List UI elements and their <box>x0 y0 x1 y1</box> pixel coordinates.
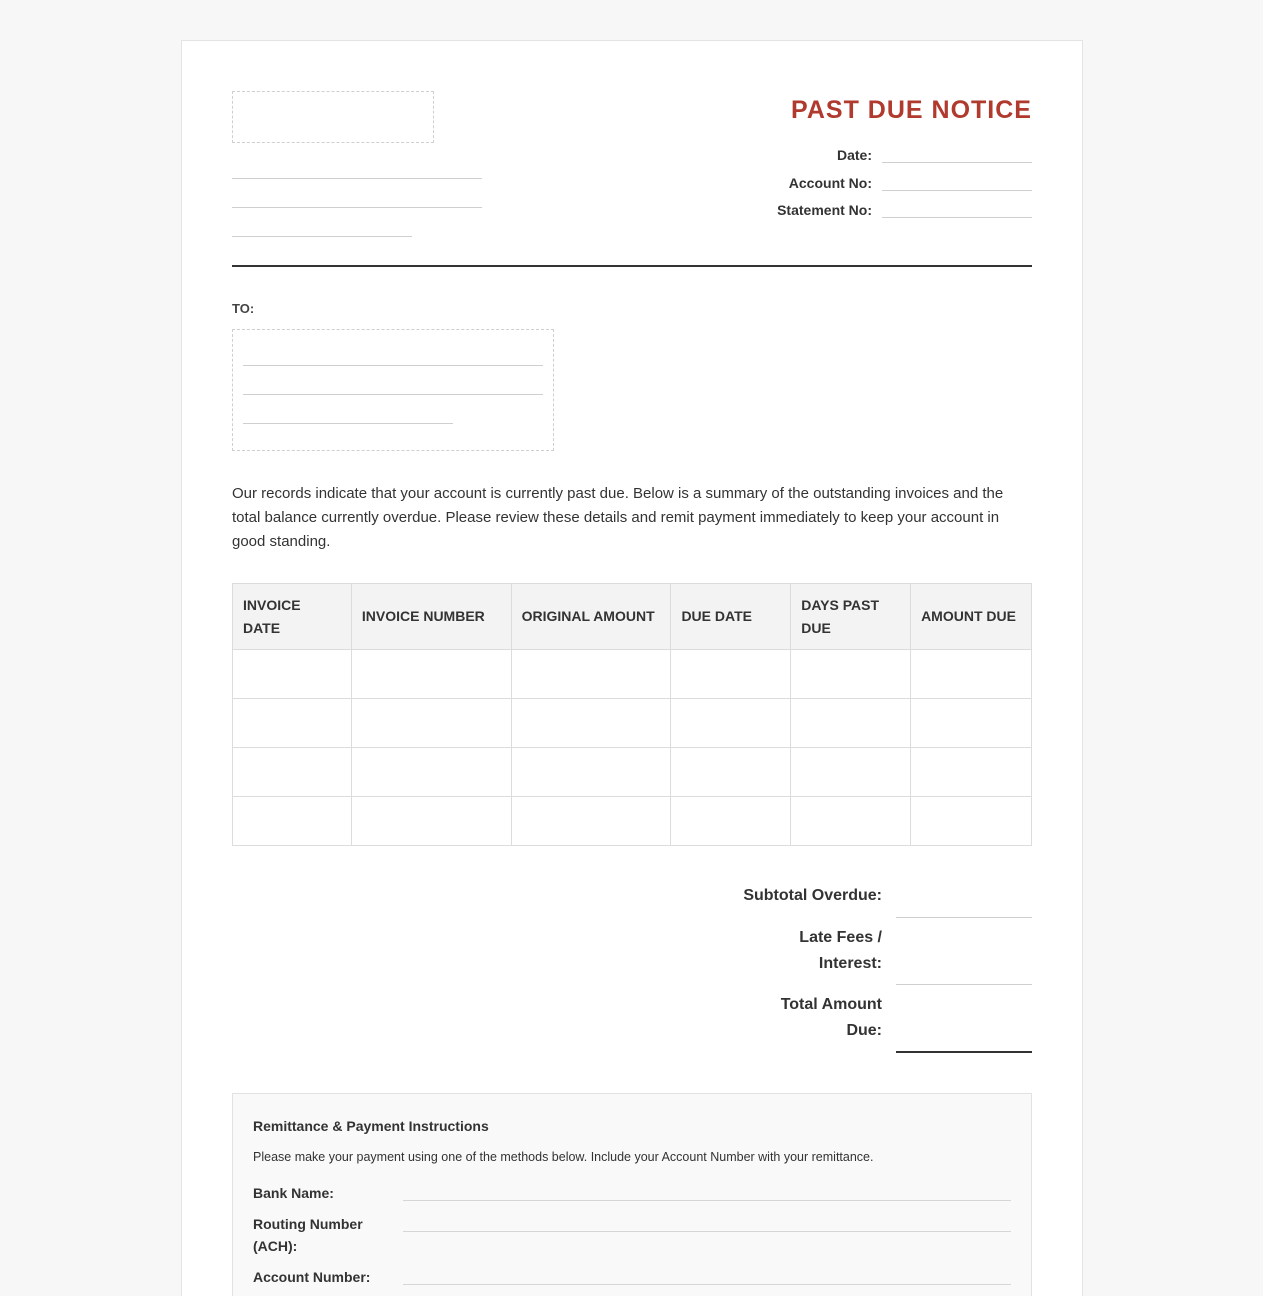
to-label: TO: <box>232 301 255 316</box>
remit-account-number-label: Account Number: <box>253 1269 371 1285</box>
recipient-address-line[interactable] <box>243 394 543 395</box>
company-address-line[interactable] <box>232 207 482 208</box>
table-cell[interactable] <box>911 650 1032 699</box>
remittance-description: Please make your payment using one of the methods below. Include your Account Number with your remittance. <box>253 1150 874 1164</box>
account-number-field[interactable] <box>882 190 1032 191</box>
table-header-row <box>233 584 1032 650</box>
company-contact-line[interactable] <box>232 236 412 237</box>
table-cell[interactable] <box>233 650 352 699</box>
company-name-line[interactable] <box>232 178 482 179</box>
table-cell[interactable] <box>671 748 791 797</box>
col-header-due-date: DUE DATE <box>671 584 791 650</box>
table-cell[interactable] <box>791 748 911 797</box>
remittance-title: Remittance & Payment Instructions <box>253 1118 489 1134</box>
table-cell[interactable] <box>351 748 511 797</box>
notice-page <box>181 40 1083 1296</box>
recipient-city-line[interactable] <box>243 423 453 424</box>
recipient-name-line[interactable] <box>243 365 543 366</box>
col-header-invoice-number: INVOICE NUMBER <box>351 584 511 650</box>
table-row <box>233 797 1032 846</box>
table-cell[interactable] <box>911 748 1032 797</box>
table-cell[interactable] <box>671 650 791 699</box>
bank-name-label: Bank Name: <box>253 1185 334 1201</box>
col-header-amount-due: AMOUNT DUE <box>911 584 1032 650</box>
table-cell[interactable] <box>351 650 511 699</box>
col-header-invoice-date: INVOICE DATE <box>233 584 352 650</box>
routing-number-field[interactable] <box>403 1231 1011 1232</box>
table-cell[interactable] <box>511 699 671 748</box>
table-row <box>233 748 1032 797</box>
table-cell[interactable] <box>233 748 352 797</box>
date-label: Date: <box>836 147 872 163</box>
subtotal-overdue-label: Subtotal Overdue: <box>743 887 882 904</box>
table-cell[interactable] <box>511 650 671 699</box>
table-cell[interactable] <box>511 748 671 797</box>
logo-placeholder[interactable] <box>232 91 434 143</box>
date-field[interactable] <box>882 162 1032 163</box>
total-amount-due-field[interactable] <box>896 1051 1032 1053</box>
table-cell[interactable] <box>351 699 511 748</box>
table-cell[interactable] <box>511 797 671 846</box>
table-cell[interactable] <box>791 699 911 748</box>
statement-number-field[interactable] <box>882 217 1032 218</box>
page-title: PAST DUE NOTICE <box>791 96 1032 124</box>
remit-account-number-field[interactable] <box>403 1284 1011 1285</box>
table-cell[interactable] <box>911 699 1032 748</box>
table-cell[interactable] <box>233 699 352 748</box>
col-header-days-past-due: DAYS PAST DUE <box>791 584 911 650</box>
table-row <box>233 699 1032 748</box>
table-cell[interactable] <box>911 797 1032 846</box>
intro-paragraph: Our records indicate that your account is currently past due. Below is a summary of the outstanding invoices and the total balance currently overdue. Please review these details and remit payment immediately to keep your account in good standing. <box>232 485 1004 550</box>
late-fees-field[interactable] <box>896 984 1032 985</box>
late-fees-label: Late Fees / Interest: <box>799 929 882 972</box>
table-cell[interactable] <box>791 797 911 846</box>
table-row <box>233 650 1032 699</box>
header-divider <box>232 265 1032 267</box>
total-amount-due-label: Total Amount Due: <box>780 996 882 1039</box>
table-cell[interactable] <box>671 797 791 846</box>
table-cell[interactable] <box>671 699 791 748</box>
col-header-original-amount: ORIGINAL AMOUNT <box>511 584 671 650</box>
account-number-label: Account No: <box>788 175 872 191</box>
table-cell[interactable] <box>791 650 911 699</box>
invoice-table <box>232 583 1032 846</box>
table-cell[interactable] <box>351 797 511 846</box>
routing-number-label: Routing Number (ACH): <box>253 1216 363 1254</box>
statement-number-label: Statement No: <box>777 202 872 218</box>
table-cell[interactable] <box>233 797 352 846</box>
subtotal-overdue-field[interactable] <box>896 917 1032 918</box>
recipient-address-box <box>232 329 554 451</box>
bank-name-field[interactable] <box>403 1200 1011 1201</box>
remittance-section <box>232 1093 1032 1296</box>
